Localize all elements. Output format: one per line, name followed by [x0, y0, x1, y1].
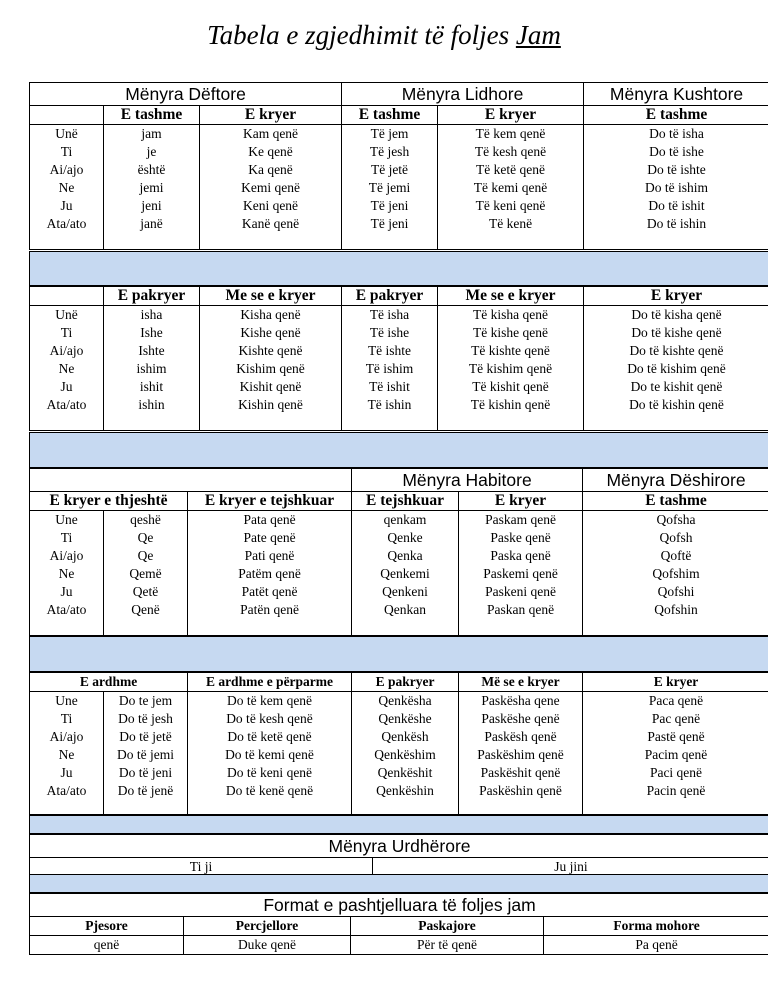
conjugation-cell: Qetë — [104, 583, 188, 601]
pronoun-cell: Ata/ato — [30, 215, 104, 233]
conjugation-cell: jemi — [104, 179, 200, 197]
conjugation-cell: Do të keni qenë — [188, 764, 352, 782]
conjugation-cell: Do të jeni — [104, 764, 188, 782]
tense-header: E kryer — [459, 492, 583, 511]
conjugation-cell: Do të isha — [584, 125, 768, 144]
section-title: Format e pashtjelluara të foljes jam — [30, 894, 768, 917]
conjugation-cell: Do të kishin qenë — [584, 396, 768, 414]
spacer-cell — [104, 619, 188, 636]
tense-header: E ardhme e përparme — [188, 673, 352, 692]
spacer-cell — [30, 619, 104, 636]
pronoun-cell: Ne — [30, 360, 104, 378]
tense-header: Me se e kryer — [200, 287, 342, 306]
conjugation-cell: Pate qenë — [188, 529, 352, 547]
table-row — [30, 710, 768, 728]
conjugation-cell: Paskeni qenë — [459, 583, 583, 601]
pronoun-cell: Ata/ato — [30, 782, 104, 800]
conjugation-cell: Ka qenë — [200, 161, 342, 179]
table-row — [30, 728, 768, 746]
tense-header: E kryer — [438, 106, 584, 125]
pronoun-cell: Ai/ajo — [30, 161, 104, 179]
conjugation-cell: Kanë qenë — [200, 215, 342, 233]
conjugation-cell: isha — [104, 306, 200, 325]
conjugation-cell: ishin — [104, 396, 200, 414]
conjugation-cell: Patën qenë — [188, 601, 352, 619]
conjugation-cell: Ishte — [104, 342, 200, 360]
table-row — [30, 125, 768, 144]
tense-header: Me se e kryer — [438, 287, 584, 306]
tense-header: Më se e kryer — [459, 673, 583, 692]
table-row — [30, 215, 768, 233]
spacer-cell — [583, 619, 768, 636]
table-row — [30, 746, 768, 764]
pronoun-cell: Unë — [30, 306, 104, 325]
pronoun-cell: Unë — [30, 125, 104, 144]
conjugation-cell: janë — [104, 215, 200, 233]
conjugation-cell: Qenkan — [352, 601, 459, 619]
separator-band — [29, 432, 768, 468]
conjugation-cell: Do të ketë qenë — [188, 728, 352, 746]
table-row — [30, 306, 768, 325]
spacer-row — [30, 619, 768, 636]
pronoun-cell: Ti — [30, 529, 104, 547]
conjugation-cell: Qenkëshit — [352, 764, 459, 782]
table-row — [30, 324, 768, 342]
section1-body — [30, 125, 768, 250]
form-value: Për të qenë — [351, 936, 544, 955]
tense-header: E kryer e thjeshtë — [30, 492, 188, 511]
spacer-cell — [459, 619, 583, 636]
spacer-cell — [30, 233, 104, 250]
table-row — [30, 583, 768, 601]
conjugation-cell: Paskësha qene — [459, 692, 583, 711]
conjugation-cell: Të kishim qenë — [438, 360, 584, 378]
tense-header: E ardhme — [30, 673, 188, 692]
pronoun-cell: Ne — [30, 565, 104, 583]
conjugation-cell: Qofshin — [583, 601, 768, 619]
tense-header: E tashme — [104, 106, 200, 125]
tense-header: E kryer — [583, 673, 768, 692]
conjugation-cell: Të kishit qenë — [438, 378, 584, 396]
form-value: Duke qenë — [184, 936, 351, 955]
conjugation-cell: Do të ishin — [584, 215, 768, 233]
tense-header: E kryer — [584, 287, 768, 306]
conjugation-cell: Paskëshim qenë — [459, 746, 583, 764]
table-row — [30, 378, 768, 396]
tense-header: E pakryer — [104, 287, 200, 306]
section4-body — [30, 692, 768, 815]
conjugation-cell: Paskësh qenë — [459, 728, 583, 746]
conjugation-cell: Paskemi qenë — [459, 565, 583, 583]
conjugation-cell: Të kesh qenë — [438, 143, 584, 161]
conjugation-cell: Do të kisha qenë — [584, 306, 768, 325]
conjugation-cell: Pacin qenë — [583, 782, 768, 800]
table-row — [30, 565, 768, 583]
pronoun-cell: Ju — [30, 197, 104, 215]
conjugation-cell: Të kenë — [438, 215, 584, 233]
spacer-cell — [584, 233, 768, 250]
conjugation-cell: Patët qenë — [188, 583, 352, 601]
conjugation-cell: Kishim qenë — [200, 360, 342, 378]
spacer-cell — [342, 233, 438, 250]
pronoun-cell: Une — [30, 511, 104, 530]
conjugation-cell: Qenë — [104, 601, 188, 619]
conjugation-cell: Qofsha — [583, 511, 768, 530]
conjugation-cell: Të jemi — [342, 179, 438, 197]
separator-band — [29, 636, 768, 672]
conjugation-cell: Kishte qenë — [200, 342, 342, 360]
conjugation-cell: Paskan qenë — [459, 601, 583, 619]
conjugation-cell: Të kisha qenë — [438, 306, 584, 325]
conjugation-cell: Pac qenë — [583, 710, 768, 728]
conjugation-cell: Të ketë qenë — [438, 161, 584, 179]
table-imperative — [29, 834, 768, 877]
tense-header: E tejshkuar — [352, 492, 459, 511]
conjugation-cell: Paskëshe qenë — [459, 710, 583, 728]
conjugation-cell: Kemi qenë — [200, 179, 342, 197]
empty-header-cell — [30, 106, 104, 125]
conjugation-cell: Të ishe — [342, 324, 438, 342]
conjugation-cell: Qenkeni — [352, 583, 459, 601]
conjugation-cell: Do të ishit — [584, 197, 768, 215]
conjugation-cell: Do të ishim — [584, 179, 768, 197]
tense-header: E pakryer — [352, 673, 459, 692]
tense-header: E kryer e tejshkuar — [188, 492, 352, 511]
mood-header: Mënyra Habitore — [352, 469, 583, 492]
conjugation-cell: Do të jetë — [104, 728, 188, 746]
conjugation-cell: Do të kem qenë — [188, 692, 352, 711]
conjugation-cell: është — [104, 161, 200, 179]
tense-header: E tashme — [584, 106, 768, 125]
conjugation-cell: Qofshi — [583, 583, 768, 601]
conjugation-cell: Qemë — [104, 565, 188, 583]
conjugation-cell: Qe — [104, 547, 188, 565]
conjugation-cell: Qofshim — [583, 565, 768, 583]
conjugation-cell: ishit — [104, 378, 200, 396]
conjugation-cell: Të isha — [342, 306, 438, 325]
conjugation-cell: Do të ishe — [584, 143, 768, 161]
imperative-form: Ju jini — [373, 858, 768, 877]
conjugation-cell: Të jem — [342, 125, 438, 144]
conjugation-cell: Qoftë — [583, 547, 768, 565]
pronoun-cell: Ju — [30, 764, 104, 782]
conjugation-cell: Paskëshit qenë — [459, 764, 583, 782]
conjugation-cell: qenkam — [352, 511, 459, 530]
pronoun-cell: Ata/ato — [30, 601, 104, 619]
conjugation-cell: Qenkësh — [352, 728, 459, 746]
conjugation-cell: Të kishte qenë — [438, 342, 584, 360]
conjugation-cell: Do të jenë — [104, 782, 188, 800]
table-row — [30, 764, 768, 782]
conjugation-cell: Paske qenë — [459, 529, 583, 547]
table-row — [30, 692, 768, 711]
conjugation-cell: Qenke — [352, 529, 459, 547]
pronoun-cell: Ne — [30, 746, 104, 764]
conjugation-cell: Qe — [104, 529, 188, 547]
table-row — [30, 143, 768, 161]
table-row — [30, 547, 768, 565]
conjugation-cell: Paca qenë — [583, 692, 768, 711]
spacer-cell — [30, 414, 104, 431]
spacer-cell — [438, 233, 584, 250]
conjugation-cell: ishim — [104, 360, 200, 378]
conjugation-cell: Do të kenë qenë — [188, 782, 352, 800]
conjugation-cell: Do të kishim qenë — [584, 360, 768, 378]
conjugation-cell: qeshë — [104, 511, 188, 530]
conjugation-cell: je — [104, 143, 200, 161]
conjugation-cell: Pastë qenë — [583, 728, 768, 746]
spacer-cell — [104, 233, 200, 250]
conjugation-cell: Kam qenë — [200, 125, 342, 144]
title-verb: Jam — [515, 20, 561, 50]
table-section-3 — [29, 468, 768, 636]
conjugation-cell: Paskëshin qenë — [459, 782, 583, 800]
conjugation-cell: Do të kesh qenë — [188, 710, 352, 728]
conjugation-cell: Të kem qenë — [438, 125, 584, 144]
conjugation-cell: Qenkëshim — [352, 746, 459, 764]
page-title — [0, 20, 768, 51]
conjugation-cell: Paci qenë — [583, 764, 768, 782]
conjugation-cell: Të kishe qenë — [438, 324, 584, 342]
empty-header-cell — [30, 287, 104, 306]
spacer-row — [30, 414, 768, 431]
conjugation-cell: Kisha qenë — [200, 306, 342, 325]
conjugation-cell: Të keni qenë — [438, 197, 584, 215]
conjugation-cell: Kishe qenë — [200, 324, 342, 342]
conjugation-cell: Të jeni — [342, 197, 438, 215]
conjugation-cell: Do të ishte — [584, 161, 768, 179]
conjugation-cell: Pacim qenë — [583, 746, 768, 764]
conjugation-cell: Të jeni — [342, 215, 438, 233]
table-row — [30, 529, 768, 547]
mood-header: Mënyra Dëshirore — [583, 469, 768, 492]
table-row — [30, 179, 768, 197]
pronoun-cell: Ai/ajo — [30, 728, 104, 746]
spacer-row — [30, 800, 768, 815]
conjugation-cell: Do të kishte qenë — [584, 342, 768, 360]
empty-mood-cell — [30, 469, 352, 492]
table-row — [30, 601, 768, 619]
imperative-form: Ti ji — [30, 858, 373, 877]
conjugation-cell: Kishin qenë — [200, 396, 342, 414]
conjugation-cell: Të jesh — [342, 143, 438, 161]
conjugation-cell: Do te kishit qenë — [584, 378, 768, 396]
separator-band — [29, 874, 768, 893]
conjugation-cell: Qenkemi — [352, 565, 459, 583]
conjugation-cell: Paskam qenë — [459, 511, 583, 530]
spacer-cell — [104, 414, 200, 431]
table-row — [30, 197, 768, 215]
conjugation-cell: Të ishin — [342, 396, 438, 414]
conjugation-cell: Pata qenë — [188, 511, 352, 530]
mood-header: Mënyra Kushtore — [584, 83, 768, 106]
table-row — [30, 782, 768, 800]
spacer-cell — [342, 414, 438, 431]
conjugation-cell: Ishe — [104, 324, 200, 342]
conjugation-cell: Do të kishe qenë — [584, 324, 768, 342]
form-header: Forma mohore — [544, 917, 768, 936]
spacer-cell — [200, 233, 342, 250]
conjugation-cell: Qenka — [352, 547, 459, 565]
form-header: Paskajore — [351, 917, 544, 936]
table-row — [30, 342, 768, 360]
spacer-cell — [438, 414, 584, 431]
conjugation-cell: Ke qenë — [200, 143, 342, 161]
conjugation-cell: Të kishin qenë — [438, 396, 584, 414]
conjugation-cell: Qenkësha — [352, 692, 459, 711]
form-value: Pa qenë — [544, 936, 768, 955]
spacer-cell — [584, 414, 768, 431]
pronoun-cell: Ata/ato — [30, 396, 104, 414]
mood-header: Mënyra Urdhërore — [30, 835, 768, 858]
mood-header: Mënyra Dëftore — [30, 83, 342, 106]
conjugation-cell: Do të jemi — [104, 746, 188, 764]
conjugation-cell: Do te jem — [104, 692, 188, 711]
conjugation-cell: Pati qenë — [188, 547, 352, 565]
conjugation-cell: Patëm qenë — [188, 565, 352, 583]
spacer-cell — [188, 619, 352, 636]
conjugation-cell: Kishit qenë — [200, 378, 342, 396]
conjugation-cell: Të ishim — [342, 360, 438, 378]
conjugation-cell: Të ishte — [342, 342, 438, 360]
table-section-4 — [29, 672, 768, 815]
section2-body — [30, 306, 768, 431]
conjugation-cell: Të ishit — [342, 378, 438, 396]
spacer-cell — [104, 800, 188, 815]
spacer-cell — [583, 800, 768, 815]
spacer-cell — [188, 800, 352, 815]
table-row — [30, 161, 768, 179]
form-header: Pjesore — [30, 917, 184, 936]
table-section-1 — [29, 82, 768, 250]
conjugation-cell: jeni — [104, 197, 200, 215]
pronoun-cell: Ti — [30, 324, 104, 342]
conjugation-cell: jam — [104, 125, 200, 144]
title-text: Tabela e zgjedhimit të foljes — [207, 20, 516, 50]
conjugation-cell: Të jetë — [342, 161, 438, 179]
separator-band — [29, 251, 768, 286]
spacer-cell — [200, 414, 342, 431]
table-row — [30, 360, 768, 378]
conjugation-cell: Qofsh — [583, 529, 768, 547]
table-nonfinite — [29, 893, 768, 955]
conjugation-cell: Paska qenë — [459, 547, 583, 565]
section3-body — [30, 511, 768, 636]
tense-header: E kryer — [200, 106, 342, 125]
conjugation-cell: Të kemi qenë — [438, 179, 584, 197]
tense-header: E tashme — [342, 106, 438, 125]
pronoun-cell: Ai/ajo — [30, 547, 104, 565]
form-header: Percjellore — [184, 917, 351, 936]
pronoun-cell: Ti — [30, 143, 104, 161]
mood-header: Mënyra Lidhore — [342, 83, 584, 106]
conjugation-cell: Keni qenë — [200, 197, 342, 215]
pronoun-cell: Ti — [30, 710, 104, 728]
table-row — [30, 511, 768, 530]
pronoun-cell: Ju — [30, 378, 104, 396]
table-section-2 — [29, 286, 768, 431]
conjugation-cell: Do të jesh — [104, 710, 188, 728]
spacer-cell — [352, 619, 459, 636]
tense-header: E pakryer — [342, 287, 438, 306]
spacer-cell — [352, 800, 459, 815]
pronoun-cell: Ju — [30, 583, 104, 601]
conjugation-cell: Qenkëshin — [352, 782, 459, 800]
spacer-row — [30, 233, 768, 250]
spacer-cell — [30, 800, 104, 815]
separator-band — [29, 815, 768, 834]
table-row — [30, 396, 768, 414]
spacer-cell — [459, 800, 583, 815]
pronoun-cell: Une — [30, 692, 104, 711]
form-value: qenë — [30, 936, 184, 955]
tense-header: E tashme — [583, 492, 768, 511]
pronoun-cell: Ai/ajo — [30, 342, 104, 360]
conjugation-cell: Do të kemi qenë — [188, 746, 352, 764]
pronoun-cell: Ne — [30, 179, 104, 197]
conjugation-cell: Qenkëshe — [352, 710, 459, 728]
